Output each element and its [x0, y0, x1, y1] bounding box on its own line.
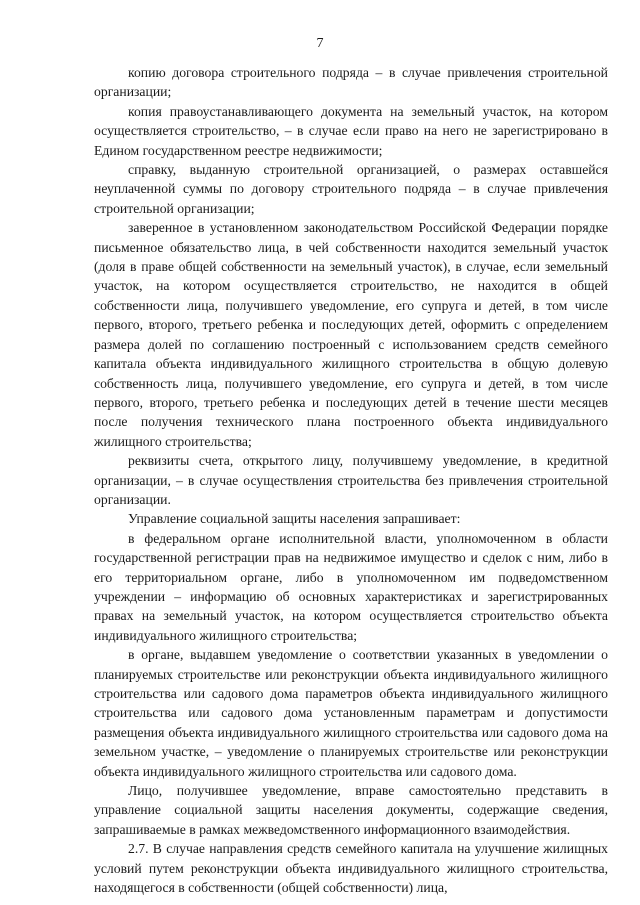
paragraph-registration-authority-request: в федеральном органе исполнительной власти, уполномоченном в области государственной регистрации прав на недвижимое имущество и сделок с ним, либо в его территориальном органе, либо в уполномоченном им подведомственном учреждении – информацию об основных характеристиках и зарегистрированных правах на земельный участок, на котором осуществляется строительство объекта индивидуального жилищного строительства; — [94, 530, 608, 643]
paragraph-written-obligation: заверенное в установленном законодательством Российской Федерации порядке письменное обязательство лица, в чей собственности находится земельный участок (доля в праве общей собственности на земельный участок), в случае, если земельный участок, на котором осуществляется строительство, не находится в общей собственности лица, получившего уведомление, его супруга и детей, в том числе первого, второго, третьего ребенка и последующих детей, оформить с определением размера долей по соглашению построенный с использованием средств семейного капитала объекта индивидуального жилищного строительства в общую долевую собственность лица, получившего уведомление, его супруга и детей, в том числе первого, второго, третьего ребенка и последующих детей в течение шести месяцев после получения технического плана построенного объекта индивидуального жилищного строительства; — [94, 220, 608, 449]
paragraph-self-submission-right: Лицо, получившее уведомление, вправе самостоятельно представить в управление социальной защиты населения документы, содержащие сведения, запрашиваемые в рамках межведомственного информационного взаимодействия. — [94, 783, 608, 837]
document-body — [94, 63, 608, 897]
paragraph-notification-authority-request: в органе, выдавшем уведомление о соответствии указанных в уведомлении о планируемых строительстве или реконструкции объекта индивидуального жилищного строительства или садового дома параметров объекта индивидуального жилищного строительства или садового дома установленным параметрам и допустимости размещения объекта индивидуального жилищного строительства или садового дома на земельном участке, – уведомление о планируемых строительстве или реконструкции объекта индивидуального жилищного строительства или садового дома. — [94, 647, 608, 779]
paragraph-construction-contract-copy: копию договора строительного подряда – в случае привлечения строительной организации; — [94, 65, 608, 100]
page-number: 7 — [316, 36, 324, 51]
paragraph-section-2-7: 2.7. В случае направления средств семейного капитала на улучшение жилищных условий путем реконструкции объекта индивидуального жилищного строительства, находящегося в собственности (общей собственности) лица, — [94, 841, 608, 896]
paragraph-department-requests: Управление социальной защиты населения запрашивает: — [128, 511, 461, 527]
paragraph-bank-account-details: реквизиты счета, открытого лицу, получившему уведомление, в кредитной организации, – в случае осуществления строительства без привлечения строительной организации. — [94, 453, 608, 507]
paragraph-land-title-document: копия правоустанавливающего документа на земельный участок, на котором осуществляется строительство, – в случае если право на него не зарегистрировано в Едином государственном реестре недвижимости; — [94, 103, 608, 158]
paragraph-unpaid-amount-certificate: справку, выданную строительной организацией, о размерах оставшейся неуплаченной суммы по договору строительного подряда – в случае привлечения строительной организации; — [94, 162, 608, 216]
